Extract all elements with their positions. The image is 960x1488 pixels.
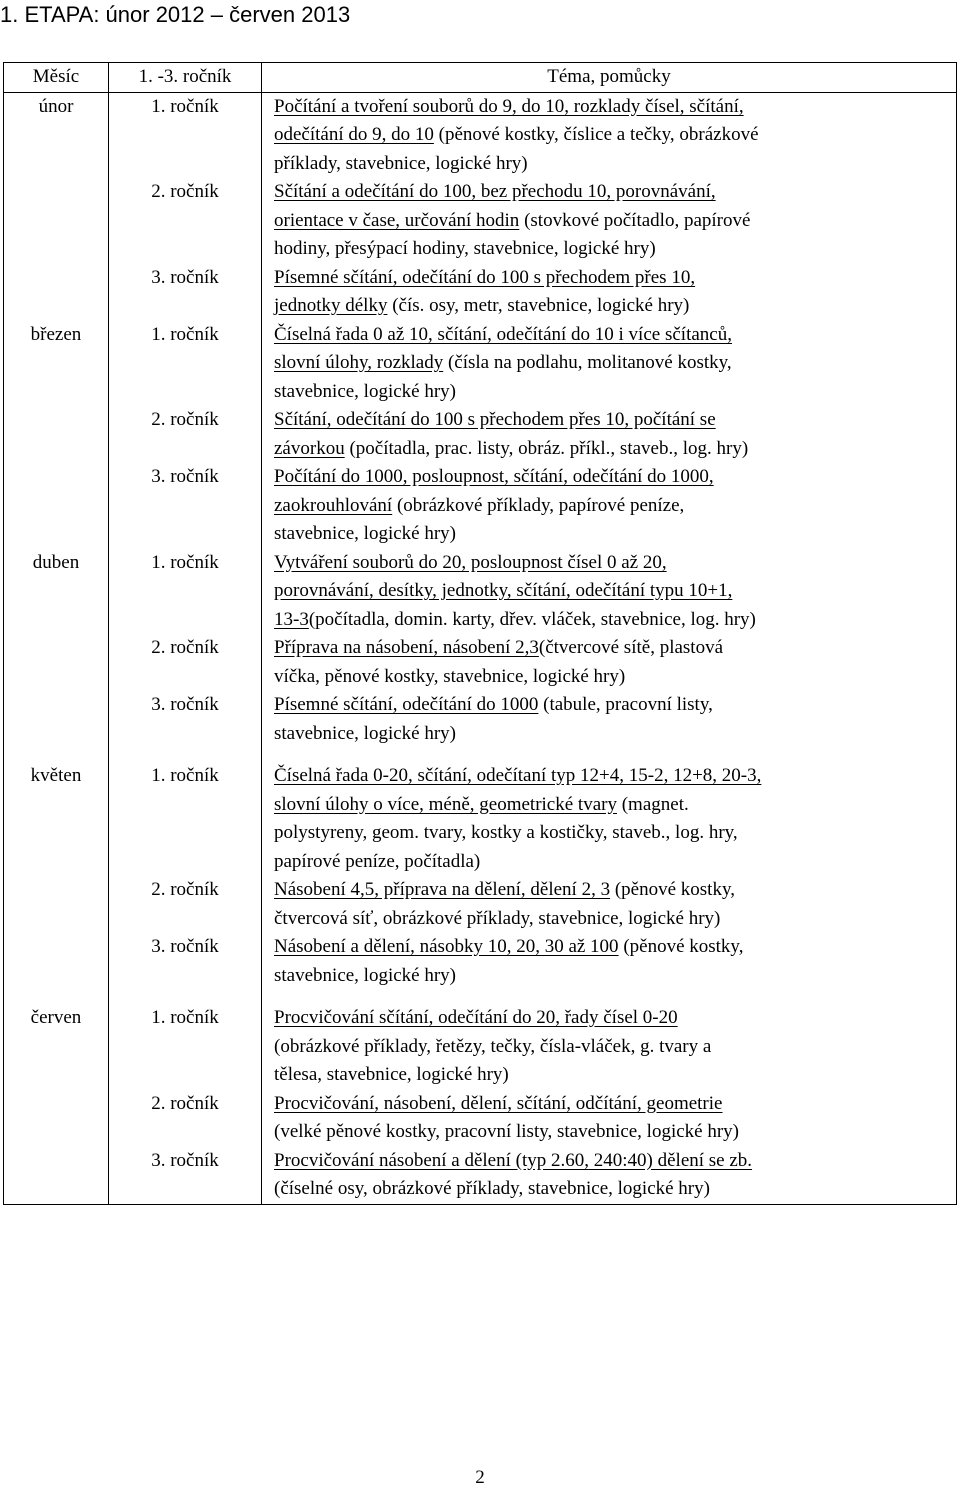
topic-line	[274, 435, 950, 464]
topic-text: Sčítání, odečítání do 100 s přechodem přes 10, počítání se	[274, 409, 716, 430]
topic-line	[274, 962, 950, 991]
month-row	[4, 549, 957, 763]
topic-line	[274, 121, 950, 150]
header-month: Měsíc	[4, 63, 109, 93]
topic-line	[274, 1175, 950, 1204]
topic-text: Procvičování násobení a dělení (typ 2.60, 240:40) dělení se zb.	[274, 1149, 753, 1171]
grade-label: 1. ročník	[151, 1007, 219, 1028]
month-cell: duben	[4, 549, 109, 763]
topic-text: Písemné sčítání, odečítání do 1000	[274, 694, 539, 715]
grade-cell	[109, 549, 262, 763]
topic-text: Číselná řada 0-20, sčítání, odečítaní typ 12+4, 15-2, 12+8, 20-3,	[274, 765, 762, 786]
topic-text: Počítání do 1000, posloupnost, sčítání, odečítání do 1000,	[274, 466, 714, 487]
month-cell: únor	[4, 92, 109, 321]
topic-text: víčka, pěnové kostky, stavebnice, logické hry)	[274, 665, 626, 687]
topic-text: Vytváření souborů do 20, posloupnost čísel 0 až 20,	[274, 551, 667, 573]
topic-cell	[262, 321, 957, 549]
topic-text: (čtvercové sítě, plastová	[538, 637, 724, 658]
topic-line	[274, 848, 950, 877]
topic-line	[274, 492, 950, 521]
grade-cell	[109, 1004, 262, 1204]
table-header-row	[4, 63, 957, 93]
topic-text: 13-3	[274, 608, 309, 630]
topic-text: závorkou	[274, 437, 345, 459]
topic-line	[274, 876, 950, 905]
topic-line	[274, 93, 950, 122]
topic-line	[274, 1090, 950, 1119]
grade-label: 2. ročník	[151, 181, 219, 202]
topic-text: (stovkové počítadlo, papírové	[519, 209, 751, 231]
topic-line	[274, 819, 950, 848]
grade-cell	[109, 762, 262, 1004]
topic-line	[274, 762, 950, 791]
table-body	[4, 92, 957, 1204]
page-number: 2	[475, 1467, 485, 1488]
topic-text: Počítání a tvoření souborů do 9, do 10, rozklady čísel, sčítání,	[274, 95, 744, 117]
spacer	[274, 748, 950, 762]
grade-label: 2. ročník	[151, 637, 219, 658]
topic-text: (velké pěnové kostky, pracovní listy, stavebnice, logické hry)	[274, 1121, 740, 1142]
grade-label: 2. ročník	[151, 879, 219, 900]
topic-line	[274, 634, 950, 663]
topic-line	[274, 1061, 950, 1090]
topic-text: porovnávání, desítky, jednotky, sčítání, odečítání typu 10+1,	[274, 580, 733, 601]
topic-text: (číselné osy, obrázkové příklady, stavebnice, logické hry)	[274, 1178, 710, 1199]
topic-line	[274, 933, 950, 962]
topic-text: Číselná řada 0 až 10, sčítání, odečítání do 10 i více sčítanců,	[274, 323, 732, 345]
grade-label: 3. ročník	[151, 936, 219, 957]
topic-line	[274, 349, 950, 378]
topic-line	[274, 577, 950, 606]
topic-text: Násobení a dělení, násobky 10, 20, 30 až 100	[274, 936, 619, 957]
month-cell: květen	[4, 762, 109, 1004]
topic-line	[274, 720, 950, 749]
topic-text: (pěnové kostky, číslice a tečky, obrázkové	[433, 124, 759, 145]
topic-line	[274, 1118, 950, 1147]
grade-label: 3. ročník	[151, 694, 219, 715]
topic-text: zaokrouhlování	[274, 494, 393, 516]
topic-cell	[262, 762, 957, 1004]
topic-line	[274, 549, 950, 578]
topic-line	[274, 463, 950, 492]
topic-text: (magnet.	[616, 793, 689, 815]
topic-text: (čís. osy, metr, stavebnice, logické hry)	[387, 295, 690, 316]
topic-text: slovní úlohy, rozklady	[274, 352, 444, 373]
month-row	[4, 92, 957, 321]
grade-label: 3. ročník	[151, 266, 219, 288]
page-title: 1. ETAPA: únor 2012 – červen 2013	[0, 2, 351, 27]
topic-text: hodiny, přesýpací hodiny, stavebnice, logické hry)	[274, 238, 656, 259]
topic-text: papírové peníze, počítadla)	[274, 850, 481, 872]
month-row	[4, 321, 957, 549]
topic-text: (čísla na podlahu, molitanové kostky,	[443, 352, 732, 373]
month-row	[4, 1004, 957, 1204]
grade-label: 3. ročník	[151, 1149, 219, 1171]
topic-text: slovní úlohy o více, méně, geometrické tvary	[274, 793, 617, 815]
topic-text: Písemné sčítání, odečítání do 100 s přechodem přes 10,	[274, 266, 696, 288]
topic-line	[274, 321, 950, 350]
grade-label: 1. ročník	[151, 765, 219, 786]
topic-text: jednotky délky	[274, 295, 388, 316]
grade-label: 3. ročník	[151, 466, 219, 487]
topic-cell	[262, 1004, 957, 1204]
topic-line	[274, 178, 950, 207]
grade-cell	[109, 321, 262, 549]
topic-line	[274, 264, 950, 293]
topic-line	[274, 207, 950, 236]
topic-text: stavebnice, logické hry)	[274, 380, 457, 402]
topic-line	[274, 905, 950, 934]
topic-text: orientace v čase, určování hodin	[274, 209, 520, 231]
topic-line	[274, 1004, 950, 1033]
topic-line	[274, 378, 950, 407]
grade-label: 2. ročník	[151, 409, 219, 430]
grade-label: 2. ročník	[151, 1092, 219, 1114]
topic-text: Procvičování, násobení, dělení, sčítání, odčítání, geometrie	[274, 1092, 723, 1114]
header-topic: Téma, pomůcky	[262, 63, 957, 93]
month-row	[4, 762, 957, 1004]
grade-cell	[109, 92, 262, 321]
topic-text: Sčítání a odečítání do 100, bez přechodu 10, porovnávání,	[274, 181, 716, 202]
topic-text: (počítadla, domin. karty, dřev. vláček, stavebnice, log. hry)	[308, 608, 756, 630]
topic-line	[274, 235, 950, 264]
topic-text: odečítání do 9, do 10	[274, 124, 434, 145]
spacer	[274, 990, 950, 1004]
topic-text: polystyreny, geom. tvary, kostky a kostičky, staveb., log. hry,	[274, 822, 738, 843]
topic-cell	[262, 92, 957, 321]
topic-line	[274, 406, 950, 435]
topic-text: (pěnové kostky,	[610, 879, 735, 900]
topic-line	[274, 663, 950, 692]
topic-line	[274, 520, 950, 549]
topic-line	[274, 292, 950, 321]
topic-text: Příprava na násobení, násobení 2,3	[274, 637, 539, 658]
topic-text: (počítadla, prac. listy, obráz. příkl., staveb., log. hry)	[344, 437, 749, 459]
grade-label: 1. ročník	[151, 551, 219, 573]
topic-text: tělesa, stavebnice, logické hry)	[274, 1064, 509, 1085]
topic-text: Procvičování sčítání, odečítání do 20, řady čísel 0-20	[274, 1007, 678, 1028]
grade-label: 1. ročník	[151, 95, 219, 117]
topic-text: (pěnové kostky,	[618, 936, 744, 957]
curriculum-table	[3, 62, 957, 1205]
spacer	[109, 990, 261, 1004]
topic-text: (obrázkové příklady, řetězy, tečky, čísla-vláček, g. tvary a	[274, 1035, 712, 1057]
topic-text: stavebnice, logické hry)	[274, 964, 457, 986]
month-cell: červen	[4, 1004, 109, 1204]
topic-text: příklady, stavebnice, logické hry)	[274, 152, 528, 174]
topic-text: stavebnice, logické hry)	[274, 722, 457, 744]
spacer	[109, 748, 261, 762]
topic-line	[274, 1033, 950, 1062]
grade-label: 1. ročník	[151, 323, 219, 345]
month-cell: březen	[4, 321, 109, 549]
topic-line	[274, 1147, 950, 1176]
topic-text: Násobení 4,5, příprava na dělení, dělení 2, 3	[274, 879, 611, 900]
topic-text: stavebnice, logické hry)	[274, 523, 457, 544]
topic-line	[274, 791, 950, 820]
topic-cell	[262, 549, 957, 763]
topic-text: (tabule, pracovní listy,	[538, 694, 713, 715]
topic-line	[274, 691, 950, 720]
topic-line	[274, 606, 950, 635]
topic-line	[274, 150, 950, 179]
topic-text: (obrázkové příklady, papírové peníze,	[392, 494, 685, 516]
header-grade: 1. -3. ročník	[109, 63, 262, 93]
topic-text: čtvercová síť, obrázkové příklady, stavebnice, logické hry)	[274, 907, 721, 929]
